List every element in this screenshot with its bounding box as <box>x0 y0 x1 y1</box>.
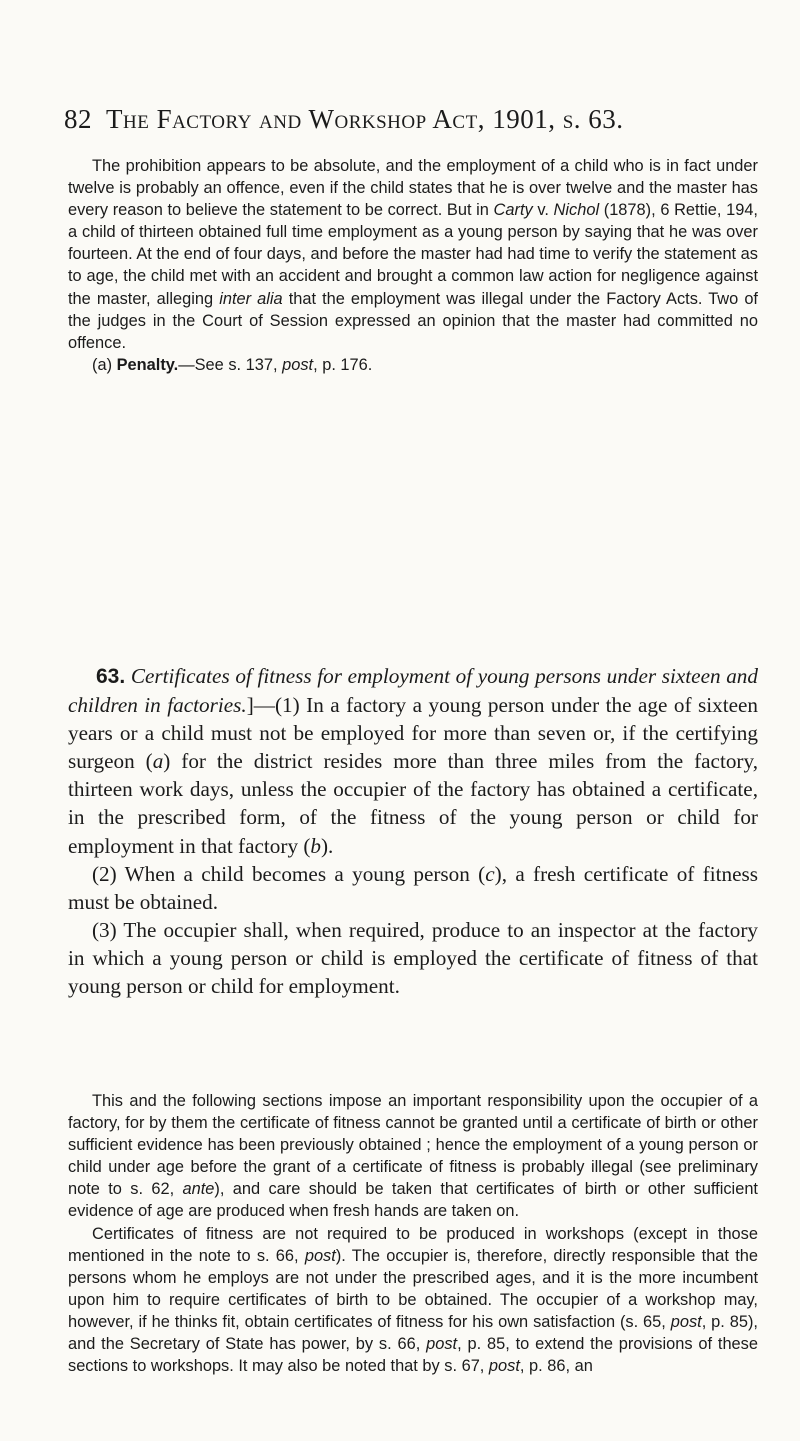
commentary <box>68 1090 758 1377</box>
page-number: 82 <box>64 104 92 134</box>
subsection-3: (3) The occupier shall, when required, produce to an inspector at the factory in which a young person or child is employed the certificate of fitness of that young person or child for employment. <box>68 917 758 999</box>
running-header <box>64 104 624 135</box>
intro-paragraph: The prohibition appears to be absolute, and the employment of a child who is in fact under twelve is probably an offence, even if the child states that he is over twelve and the master has every reason to believe the statement to be correct. But in Carty v. Nichol (1878), 6 Rettie, 194, a child of thirteen obtained full time employment as a young person by saying that he was over fourteen. At the end of four days, and before the master had had time to verify the statement as to age, the child met with an accident and brought a common law action for negligence against the master, alleging inter alia that the employment was illegal under the Factory Acts. Two of the judges in the Court of Session expressed an opinion that the master had committed no offence. <box>68 157 758 352</box>
intro-note <box>68 155 758 376</box>
running-title: The Factory and Workshop Act, 1901, s. 63. <box>106 104 624 134</box>
section-heading-and-subsection-1: 63. Certificates of fitness for employment of young persons under sixteen and children in factories.]—(1) In a factory a young person under the age of sixteen years or a child must not be employed for more than seven or, if the certifying surgeon (a) for the district resides more than three miles from the factory, thirteen work days, unless the occupier of the factory has obtained a certificate, in the prescribed form, of the fitness of the young person or child for employment in that factory (b). <box>68 664 758 858</box>
section-63 <box>68 662 758 1000</box>
commentary-paragraph: This and the following sections impose an important responsibility upon the occupier of a factory, for by them the certificate of fitness cannot be granted until a certificate of birth or other sufficient evidence has been previously obtained ; hence the employment of a young person or child under age before the grant of a certificate of fitness is probably illegal (see preliminary note to s. 62, ante), and care should be taken that certificates of birth or other sufficient evidence of age are produced when fresh hands are taken on. <box>68 1092 758 1221</box>
case-name: Carty <box>493 201 533 220</box>
latin-phrase: inter alia <box>219 289 283 308</box>
section-number: 63. <box>96 665 126 688</box>
penalty-label: Penalty. <box>116 355 179 374</box>
commentary-paragraph: Certificates of fitness are not required to be produced in workshops (except in those mentioned in the note to s. 66, post). The occupier is, therefore, directly responsible that the persons whom he employs are not under the prescribed ages, and it is the more incumbent upon him to require certificates of birth to be obtained. The occupier of a workshop may, however, if he thinks fit, obtain certificates of fitness for his own satisfaction (s. 65, post, p. 85), and the Secretary of State has power, by s. 66, post, p. 85, to extend the provisions of these sections to workshops. It may also be noted that by s. 67, post, p. 86, an <box>68 1224 758 1376</box>
penalty-note: (a) Penalty.—See s. 137, post, p. 176. <box>92 355 373 374</box>
subsection-2: (2) When a child becomes a young person (c), a fresh certificate of fitness must be obtained. <box>68 861 758 914</box>
section-heading: Certificates of fitness for employment of young persons under sixteen and children in factories. <box>68 664 758 718</box>
case-name: Nichol <box>553 201 600 220</box>
